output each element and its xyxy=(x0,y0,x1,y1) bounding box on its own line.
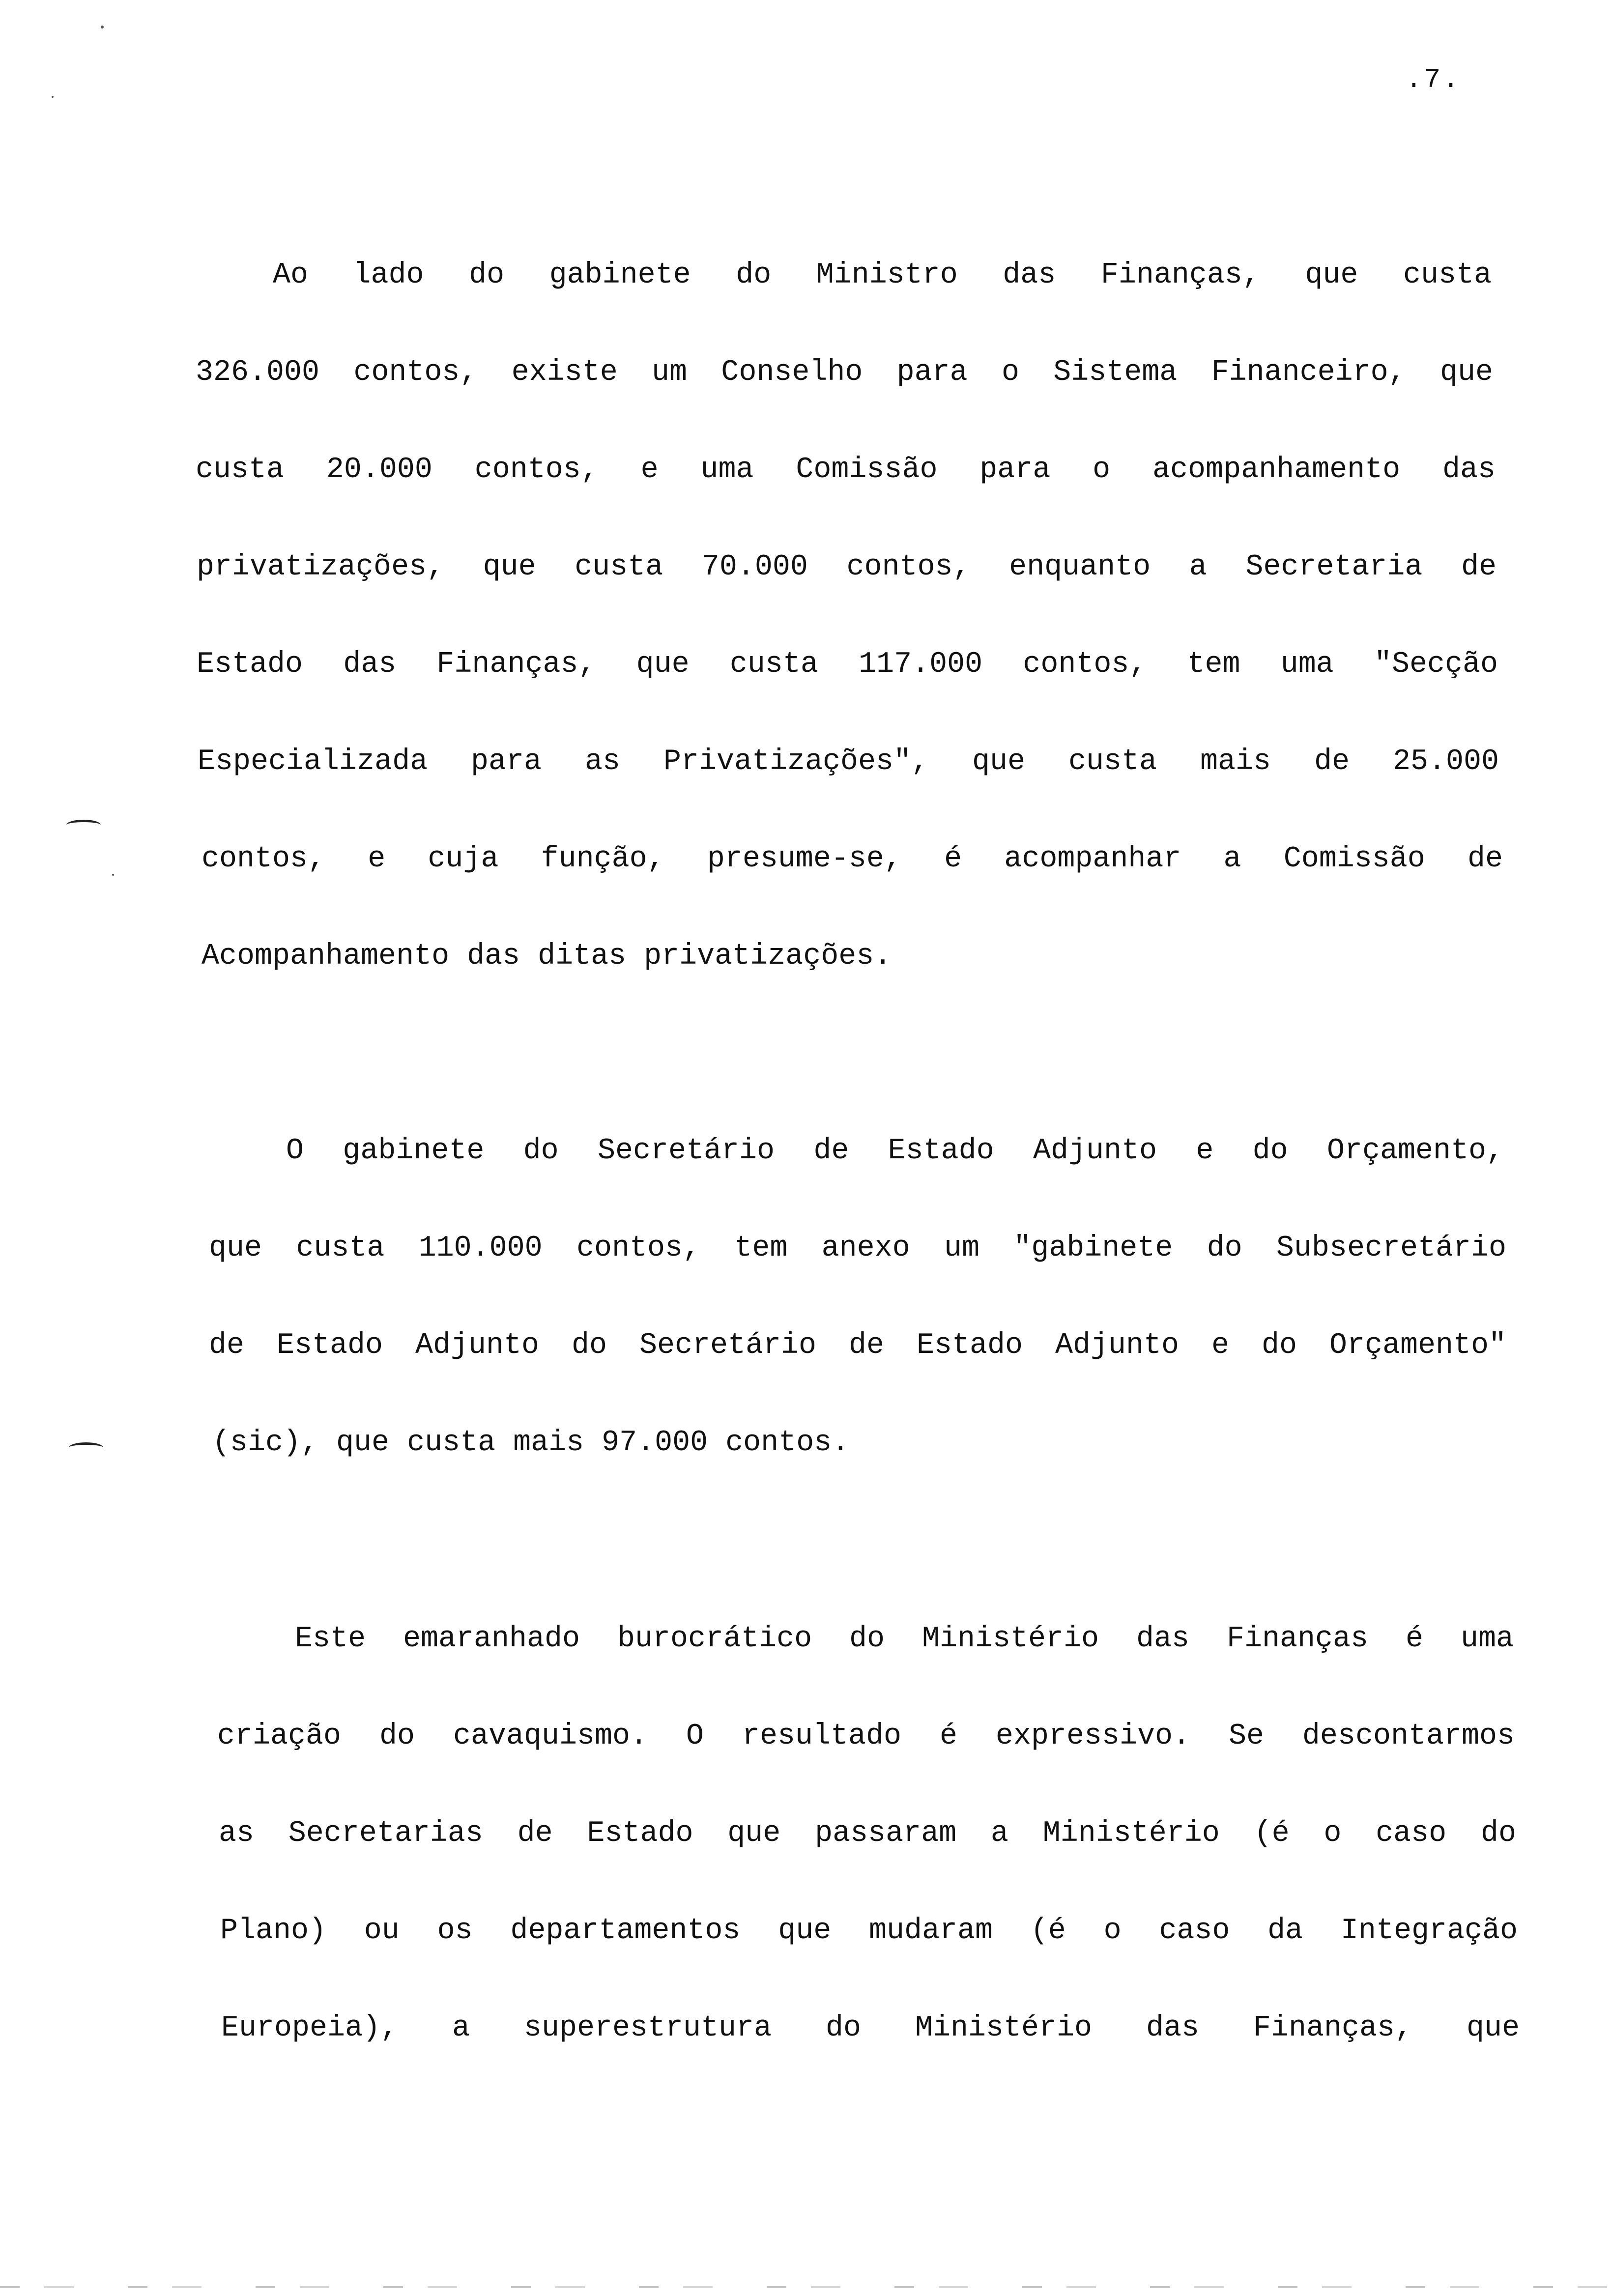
text-line: que custa 110.000 contos, tem anexo um "gabinete do Subsecretário xyxy=(209,1232,1506,1265)
text-line: de Estado Adjunto do Secretário de Estado Adjunto e do Orçamento" xyxy=(209,1329,1506,1362)
text-line: (sic), que custa mais 97.000 contos. xyxy=(212,1426,850,1460)
text-line: Acompanhamento das ditas privatizações. xyxy=(202,940,892,973)
text-line: Este emaranhado burocrático do Ministério das Finanças é uma xyxy=(295,1622,1514,1656)
text-line: O gabinete do Secretário de Estado Adjunto e do Orçamento, xyxy=(286,1134,1504,1168)
text-line: Estado das Finanças, que custa 117.000 contos, tem uma "Secção xyxy=(197,648,1498,681)
text-line: contos, e cuja função, presume-se, é acompanhar a Comissão de xyxy=(202,842,1503,876)
scan-speck xyxy=(112,874,114,876)
text-line: privatizações, que custa 70.000 contos, enquanto a Secretaria de xyxy=(197,550,1497,584)
text-line: Especializada para as Privatizações", que custa mais de 25.000 xyxy=(198,745,1499,778)
text-line: criação do cavaquismo. O resultado é expressivo. Se descontarmos xyxy=(217,1720,1515,1753)
hole-punch-mark xyxy=(69,1442,103,1453)
hole-punch-mark xyxy=(66,820,101,830)
scan-speck xyxy=(52,96,54,98)
text-line: custa 20.000 contos, e uma Comissão para o acompanhamento das xyxy=(196,453,1496,487)
text-line: Europeia), a superestrutura do Ministério das Finanças, que xyxy=(221,2011,1520,2045)
scan-edge-noise xyxy=(0,2286,1612,2288)
scan-speck xyxy=(101,26,104,29)
text-line: Plano) ou os departamentos que mudaram (é o caso da Integração xyxy=(220,1914,1518,1948)
text-line: Ao lado do gabinete do Ministro das Finanças, que custa xyxy=(273,258,1492,292)
text-line: 326.000 contos, existe um Conselho para o Sistema Financeiro, que xyxy=(196,356,1493,389)
text-line: as Secretarias de Estado que passaram a Ministério (é o caso do xyxy=(219,1817,1516,1850)
page-number: .7. xyxy=(1406,64,1461,95)
